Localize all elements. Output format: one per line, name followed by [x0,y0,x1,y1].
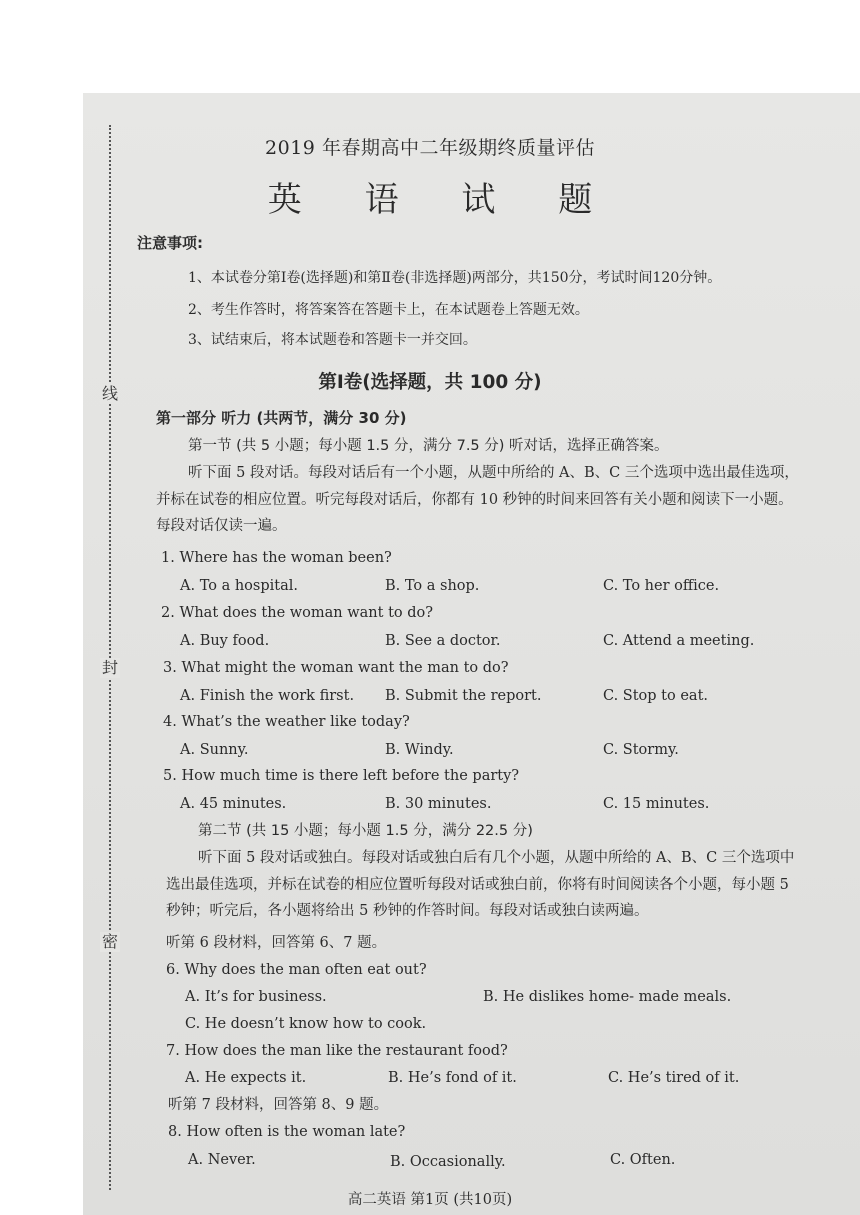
question-7-option-b: B. He’s fond of it. [388,1070,517,1086]
question-4-option-c: C. Stormy. [603,742,679,758]
question-2-option-a: A. Buy food. [180,633,270,649]
page-footer: 高二英语 第1页 (共10页) [347,1192,513,1208]
question-8-option-c: C. Often. [610,1152,676,1168]
question-1-option-b: B. To a shop. [385,578,480,594]
material-6-instruction: 听第 6 段材料，回答第 6、7 题。 [166,935,387,951]
binding-mark-secret: 密 [101,932,118,951]
question-7-option-a: A. He expects it. [185,1070,307,1086]
section2-heading: 第二节 (共 15 小题；每小题 1.5 分，满分 22.5 分) [198,823,533,839]
question-5-option-a: A. 45 minutes. [180,796,287,812]
question-6-option-a: A. It’s for business. [185,989,327,1005]
volume-heading: 第Ⅰ卷(选择题，共 100 分) [318,372,542,393]
question-3-option-b: B. Submit the report. [385,688,542,704]
question-2-stem: 2. What does the woman want to do? [161,605,434,621]
exam-title: 2019 年春期高中二年级期终质量评估 [265,137,595,159]
question-5-option-b: B. 30 minutes. [385,796,492,812]
question-5-option-c: C. 15 minutes. [603,796,710,812]
question-8-option-a: A. Never. [188,1152,256,1168]
question-1-stem: 1. Where has the woman been? [161,550,392,566]
section1-heading: 第一节 (共 5 小题；每小题 1.5 分，满分 7.5 分) 听对话，选择正确答案。 [188,438,669,454]
question-2-option-c: C. Attend a meeting. [603,633,755,649]
question-2-option-b: B. See a doctor. [385,633,501,649]
subject-title: 英 语 试 题 [267,180,619,220]
question-6-option-c: C. He doesn’t know how to cook. [185,1016,427,1032]
binding-mark-line: 线 [101,384,118,403]
question-6-option-b: B. He dislikes home- made meals. [483,989,732,1005]
question-4-option-a: A. Sunny. [180,742,249,758]
notice-item-3: 3、试结束后，将本试题卷和答题卡一并交回。 [188,332,477,348]
notice-heading: 注意事项: [137,234,203,252]
section2-instructions: 听下面 5 段对话或独白。每段对话或独白后有几个小题，从题中所给的 A、B、C 三个选项中选出最佳选项，并标在试卷的相应位置听每段对话或独白前，你将有时间阅读各个小题，每小题 5 秒钟；听完后，各小题将给出 5 秒钟的作答时间。每段对话或独白读两遍。 [166,850,795,919]
question-3-option-a: A. Finish the work first. [180,688,355,704]
question-3-stem: 3. What might the woman want the man to do? [163,660,509,676]
question-1-option-c: C. To her office. [603,578,720,594]
question-8-stem: 8. How often is the woman late? [168,1124,406,1140]
question-6-stem: 6. Why does the man often eat out? [166,962,427,978]
question-8-option-b: B. Occasionally. [390,1154,506,1170]
question-7-option-c: C. He’s tired of it. [608,1070,740,1086]
question-1-option-a: A. To a hospital. [180,578,298,594]
part1-heading: 第一部分 听力 (共两节，满分 30 分) [156,409,407,427]
section1-instructions: 听下面 5 段对话。每段对话后有一个小题，从题中所给的 A、B、C 三个选项中选出最佳选项，并标在试卷的相应位置。听完每段对话后，你都有 10 秒钟的时间来回答有关小题和阅读下一小题。每段对话仅读一遍。 [156,465,799,534]
material-7-instruction: 听第 7 段材料，回答第 8、9 题。 [168,1097,389,1113]
binding-mark-seal: 封 [101,658,118,677]
question-7-stem: 7. How does the man like the restaurant food? [166,1043,508,1059]
question-5-stem: 5. How much time is there left before the party? [163,768,520,784]
question-4-option-b: B. Windy. [385,742,454,758]
question-4-stem: 4. What’s the weather like today? [163,714,410,730]
notice-item-2: 2、考生作答时，将答案答在答题卡上，在本试题卷上答题无效。 [188,302,589,318]
question-3-option-c: C. Stop to eat. [603,688,709,704]
notice-item-1: 1、本试卷分第Ⅰ卷(选择题)和第Ⅱ卷(非选择题)两部分，共150分，考试时间120分钟。 [188,270,722,286]
